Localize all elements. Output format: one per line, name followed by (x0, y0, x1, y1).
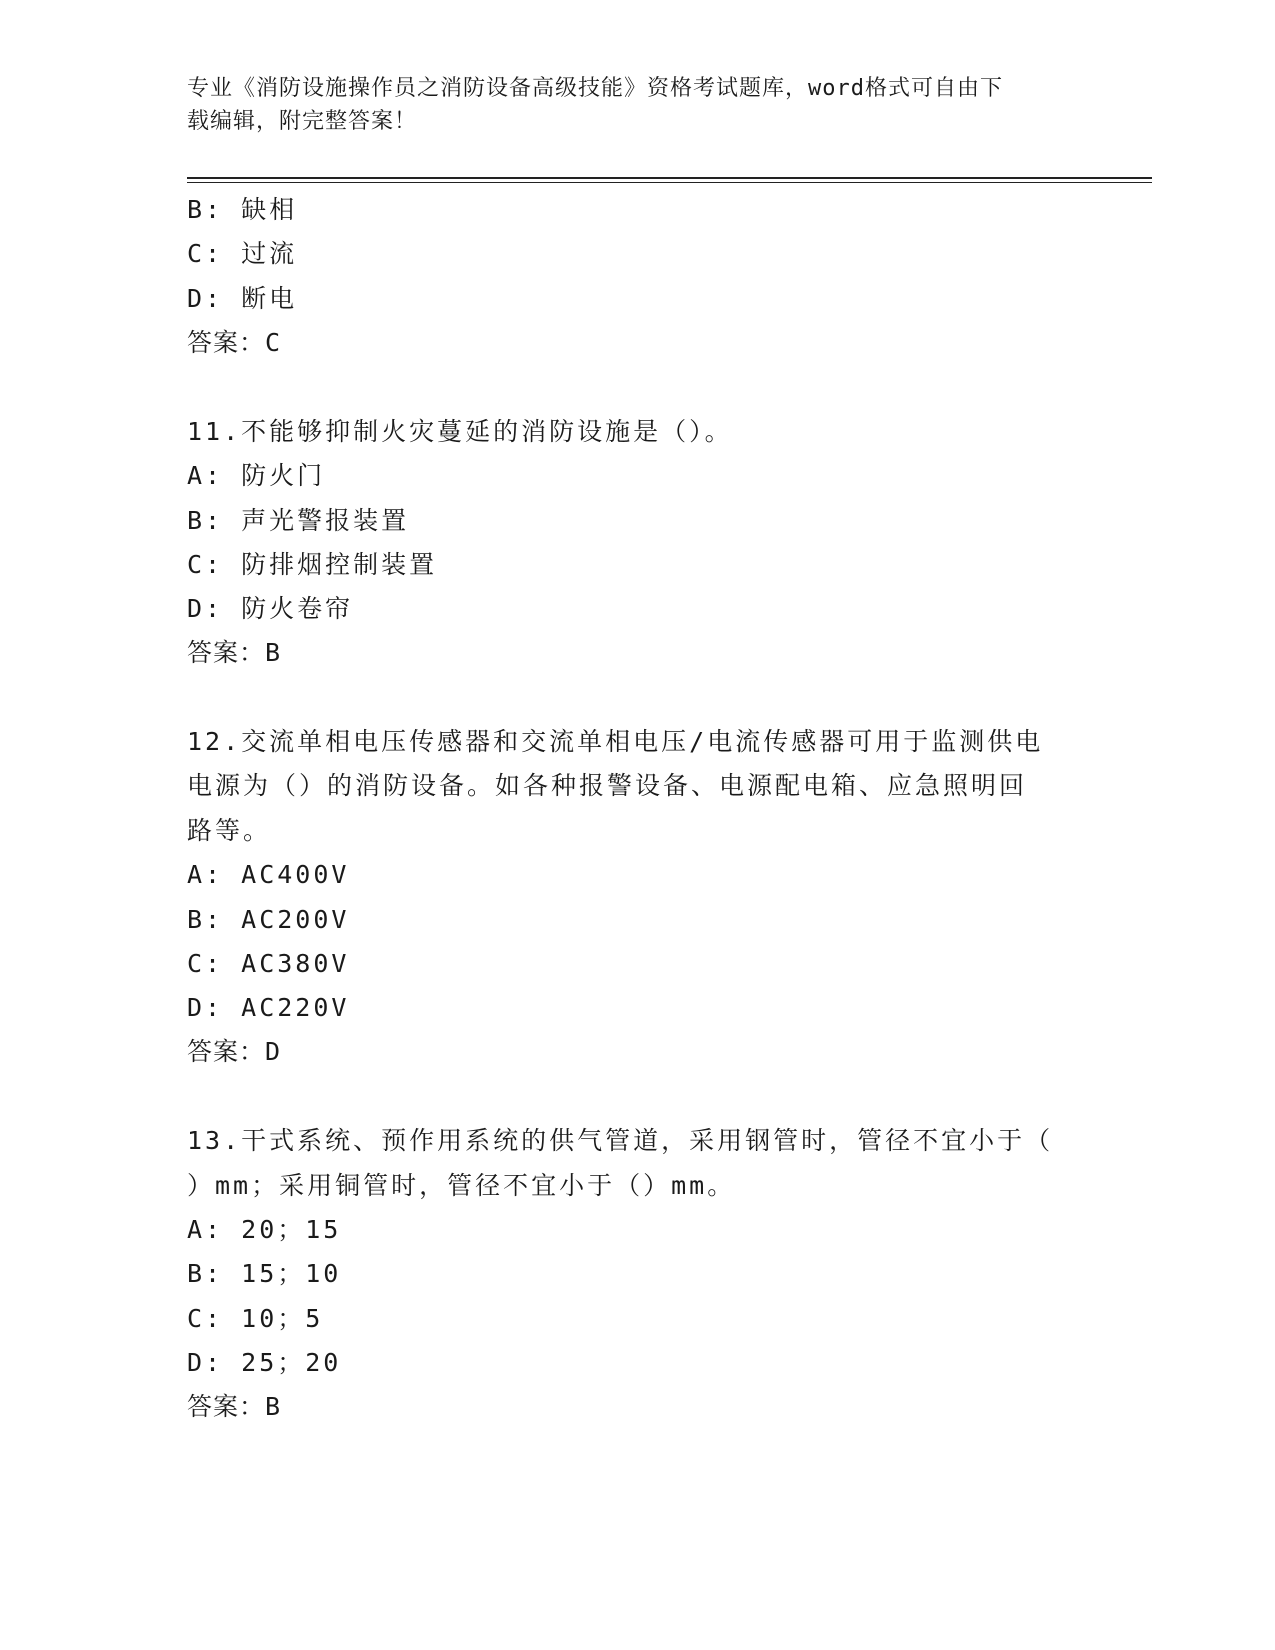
q11-answer: 答案：B (187, 638, 282, 667)
q12-option-b: B: AC200V (187, 905, 350, 934)
header-line-1: 专业《消防设施操作员之消防设备高级技能》资格考试题库，word格式可自由下 (187, 76, 1003, 101)
q10-option-c: C: 过流 (187, 239, 298, 268)
q11-stem: 11.不能够抑制火灾蔓延的消防设施是（）。 (187, 417, 733, 446)
q12-answer: 答案：D (187, 1037, 282, 1066)
document-header (187, 72, 1077, 138)
q10-answer: 答案：C (187, 328, 282, 357)
q13-answer: 答案：B (187, 1392, 282, 1421)
q13-option-d: D: 25；20 (187, 1348, 342, 1377)
q11-option-a: A: 防火门 (187, 461, 326, 490)
q10-option-d: D: 断电 (187, 284, 298, 313)
q12-stem-line-1: 12.交流单相电压传感器和交流单相电压/电流传感器可用于监测供电 (187, 727, 1044, 756)
q13-option-c: C: 10；5 (187, 1304, 324, 1333)
header-divider-thick (187, 177, 1152, 179)
header-divider-thin (187, 182, 1152, 183)
q11-option-d: D: 防火卷帘 (187, 594, 354, 623)
q13-stem-line-1: 13.干式系统、预作用系统的供气管道，采用钢管时，管径不宜小于（ (187, 1126, 1054, 1155)
q13-option-a: A: 20；15 (187, 1215, 342, 1244)
header-line-2: 载编辑，附完整答案！ (187, 109, 418, 134)
q11-option-b: B: 声光警报装置 (187, 506, 410, 535)
q13-stem-line-2: ）mm；采用铜管时，管径不宜小于（）mm。 (187, 1171, 736, 1200)
q12-option-c: C: AC380V (187, 949, 350, 978)
q11-option-c: C: 防排烟控制装置 (187, 550, 438, 579)
q10-option-b: B: 缺相 (187, 195, 298, 224)
q12-stem-line-2: 电源为（）的消防设备。如各种报警设备、电源配电箱、应急照明回 (187, 771, 1028, 800)
q12-stem-line-3: 路等。 (187, 816, 272, 845)
q13-option-b: B: 15；10 (187, 1259, 342, 1288)
q12-option-a: A: AC400V (187, 860, 350, 889)
q12-option-d: D: AC220V (187, 993, 350, 1022)
